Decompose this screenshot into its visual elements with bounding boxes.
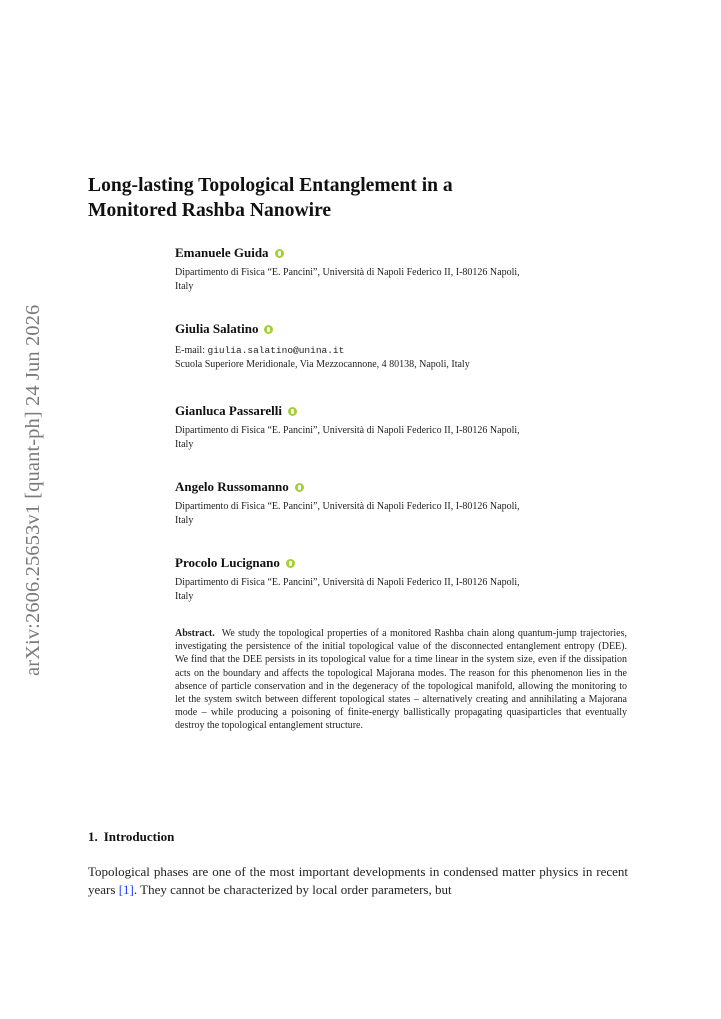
orcid-icon[interactable]	[288, 407, 297, 416]
affiliation-line: Dipartimento di Fisica “E. Pancini”, Università di Napoli Federico II, I-80126 Napoli,	[175, 425, 520, 436]
author-name-text: Angelo Russomanno	[175, 479, 289, 494]
orcid-icon[interactable]	[295, 483, 304, 492]
affiliation-line: Italy	[175, 280, 194, 292]
orcid-icon[interactable]	[286, 559, 295, 568]
affiliation-line: Italy	[175, 590, 194, 602]
section-heading-introduction	[88, 829, 174, 845]
abstract	[175, 627, 627, 733]
email-address[interactable]: giulia.salatino@unina.it	[207, 345, 345, 356]
author-email-line	[175, 344, 635, 372]
orcid-icon[interactable]	[264, 325, 273, 334]
paper-title	[88, 173, 648, 223]
affiliation-line: Dipartimento di Fisica “E. Pancini”, Università di Napoli Federico II, I-80126 Napoli,	[175, 267, 520, 278]
author-name-text: Gianluca Passarelli	[175, 403, 283, 418]
orcid-icon[interactable]	[275, 249, 284, 258]
affiliation-line: Dipartimento di Fisica “E. Pancini”, Università di Napoli Federico II, I-80126 Napoli,	[175, 501, 520, 512]
intro-paragraph	[88, 863, 628, 899]
author-name-text: Procolo Lucignano	[175, 555, 280, 570]
author-name	[175, 555, 635, 571]
affiliation-line: Italy	[175, 514, 194, 526]
affiliation-line: Scuola Superiore Meridionale, Via Mezzocannone, 4 80138, Napoli, Italy	[175, 358, 470, 370]
author-affiliation	[175, 424, 635, 452]
author-name-text: Emanuele Guida	[175, 245, 269, 260]
author-name-text: Giulia Salatino	[175, 321, 259, 336]
author-block-salatino	[175, 321, 635, 372]
abstract-label: Abstract.	[175, 628, 215, 639]
intro-text: Topological phases are one of the most important developments in condensed matter physics in recent years	[88, 864, 628, 897]
title-line-2: Monitored Rashba Nanowire	[88, 200, 332, 221]
author-affiliation	[175, 266, 635, 294]
author-name	[175, 403, 635, 419]
author-affiliation	[175, 576, 635, 604]
section-number: 1.	[88, 829, 98, 844]
affiliation-line: Italy	[175, 438, 194, 450]
abstract-text: We study the topological properties of a monitored Rashba chain along quantum-jump trajectories, investigating the persistence of the initial topological value of the disconnected entanglement entropy (DEE). We find that the DEE persists in its topological value for a time linear in the system size, even if the dissipation acts on the boundary and affects the topological Majorana modes. The reason for this phenomenon lies in the absence of particle conservation and in the degeneracy of the topological manifold, allowing the monitoring to let the system switch between different topological states – alternatively creating and annihilating a Majorana mode – while producing a poisoning of finite-energy ballistically propagating quasiparticles that eventually destroy the topological entanglement structure.	[175, 628, 627, 732]
citation-link[interactable]: [1]	[118, 882, 134, 897]
author-name	[175, 321, 635, 337]
affiliation-line: Dipartimento di Fisica “E. Pancini”, Università di Napoli Federico II, I-80126 Napoli,	[175, 577, 520, 588]
section-title: Introduction	[103, 829, 175, 844]
title-line-1: Long-lasting Topological Entanglement in a	[88, 175, 453, 196]
intro-text: . They cannot be characterized by local order parameters, but	[133, 882, 452, 897]
author-block-guida	[175, 245, 635, 294]
author-block-passarelli	[175, 403, 635, 452]
email-label: E-mail:	[175, 345, 205, 356]
author-block-russomanno	[175, 479, 635, 528]
author-name	[175, 479, 635, 495]
author-affiliation	[175, 500, 635, 528]
author-block-lucignano	[175, 555, 635, 604]
arxiv-identifier: arXiv:2606.25653v1 [quant-ph] 24 Jun 2026	[22, 304, 44, 676]
author-name	[175, 245, 635, 261]
